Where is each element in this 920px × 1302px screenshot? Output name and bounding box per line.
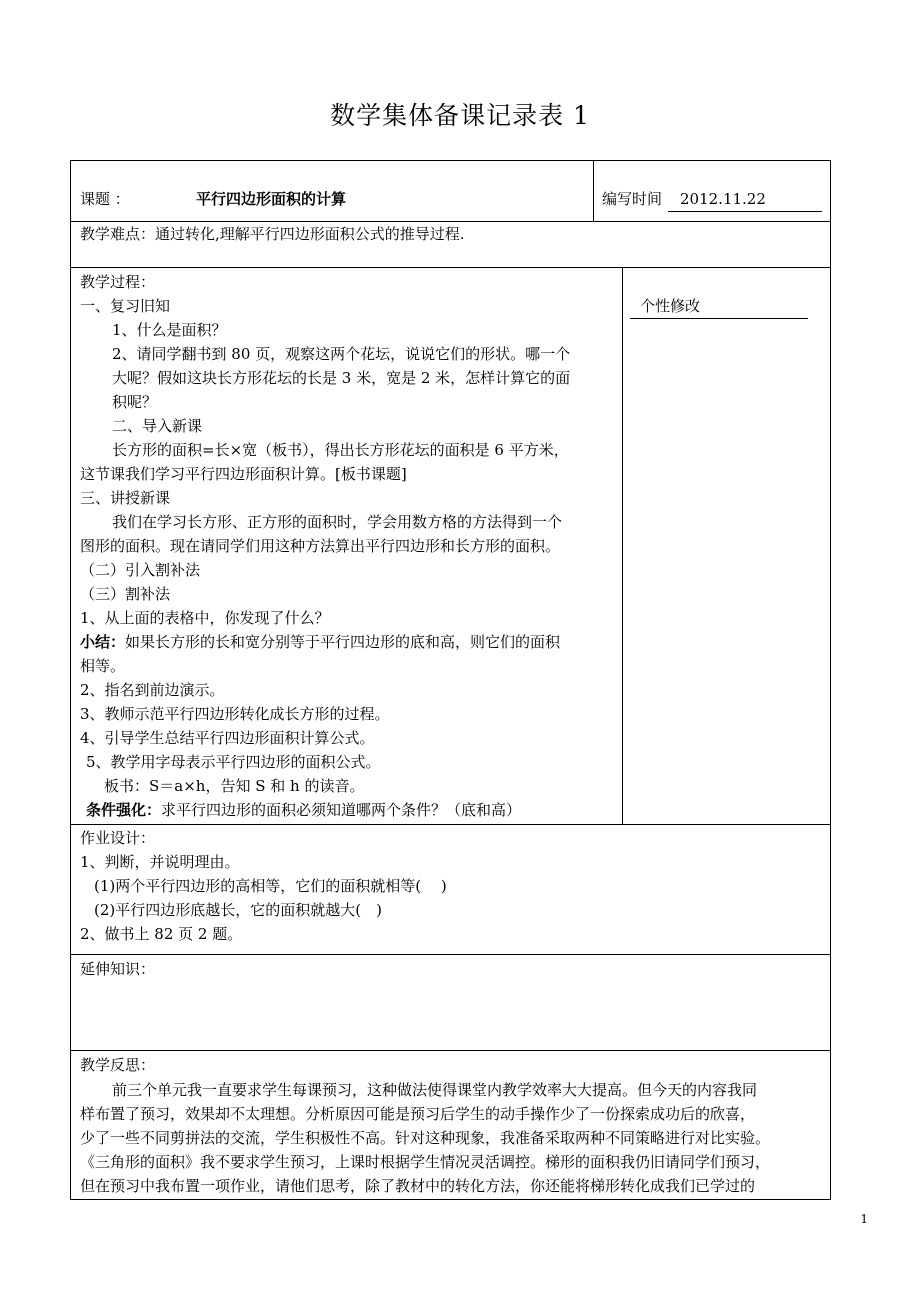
extension-heading: 延伸知识：	[80, 960, 156, 978]
summary-label: 小结：	[80, 633, 126, 651]
process-line: 长方形的面积=长×宽（板书），得出长方形花坛的面积是 6 平方米，	[112, 441, 569, 459]
process-line: 2、请同学翻书到 80 页，观察这两个花坛，说说它们的形状。哪一个	[112, 345, 571, 363]
column-divider	[622, 267, 623, 825]
process-line: 相等。	[80, 657, 126, 675]
page-number: 1	[860, 1212, 868, 1226]
process-line: 三、讲授新课	[80, 489, 171, 507]
reflection-line: 《三角形的面积》我不要求学生预习，上课时根据学生情况灵活调控。梯形的面积我仍旧请同学们预习，	[80, 1153, 771, 1171]
process-line: 图形的面积。现在请同学们用这种方法算出平行四边形和长方形的面积。	[80, 537, 561, 555]
row-divider	[70, 824, 831, 825]
process-line: （三）割补法	[80, 585, 171, 603]
date-label: 编写时间	[602, 190, 663, 208]
process-line: 积呢？	[112, 393, 158, 411]
side-note-field	[630, 294, 808, 319]
process-line: 二、导入新课	[112, 417, 203, 435]
process-line: 这节课我们学习平行四边形面积计算。[板书课题]	[80, 465, 407, 483]
side-note-label	[630, 294, 808, 319]
teaching-difficulty: 教学难点：通过转化,理解平行四边形面积公式的推导过程.	[80, 225, 465, 243]
date-field	[668, 187, 822, 212]
process-line	[86, 798, 521, 822]
process-line: （二）引入割补法	[80, 561, 201, 579]
process-line: 一、复习旧知	[80, 297, 171, 315]
row-divider	[70, 1050, 831, 1051]
reflection-line: 少了一些不同剪拼法的交流，学生积极性不高。针对这种现象，我准备采取两种不同策略进行对比实验。	[80, 1129, 771, 1147]
topic-label: 课题 ：	[80, 190, 130, 208]
side-note-text: 个性修改	[640, 297, 701, 315]
process-line: 3、教师示范平行四边形转化成长方形的过程。	[80, 705, 390, 723]
homework-line: (2)平行四边形底越长，它的面积就越大( )	[94, 901, 382, 919]
condition-text: 求平行四边形的面积必须知道哪两个条件？（底和高）	[161, 801, 522, 819]
column-divider	[593, 160, 594, 222]
process-line	[80, 630, 560, 654]
process-line: 大呢？假如这块长方形花坛的长是 3 米，宽是 2 米，怎样计算它的面	[112, 369, 571, 387]
date-value	[668, 187, 822, 212]
reflection-line: 前三个单元我一直要求学生每课预习，这种做法使得课堂内教学效率大大提高。但今天的内容我同	[112, 1081, 758, 1099]
reflection-line: 样布置了预习，效果却不太理想。分析原因可能是预习后学生的动手操作少了一份探索成功后的欣喜，	[80, 1105, 756, 1123]
topic-value: 平行四边形面积的计算	[196, 190, 347, 208]
process-line: 1、从上面的表格中，你发现了什么？	[80, 609, 330, 627]
process-line: 板书：S＝a×h，告知 S 和 h 的读音。	[104, 777, 365, 795]
homework-line: 2、做书上 82 页 2 题。	[80, 925, 243, 943]
process-line: 4、引导学生总结平行四边形面积计算公式。	[80, 729, 375, 747]
homework-heading: 作业设计：	[80, 829, 156, 847]
process-line: 5、教学用字母表示平行四边形的面积公式。	[86, 753, 381, 771]
condition-label: 条件强化：	[86, 801, 162, 819]
row-divider	[70, 954, 831, 955]
summary-text: 如果长方形的长和宽分别等于平行四边形的底和高，则它们的面积	[125, 633, 561, 651]
reflection-heading: 教学反思：	[80, 1056, 156, 1074]
row-divider	[70, 267, 831, 268]
reflection-line: 但在预习中我布置一项作业，请他们思考，除了教材中的转化方法，你还能将梯形转化成我们已学过的	[80, 1177, 756, 1195]
page-title: 数学集体备课记录表 1	[330, 101, 590, 130]
date-text: 2012.11.22	[680, 190, 766, 208]
process-heading: 教学过程：	[80, 273, 156, 291]
process-line: 1、什么是面积？	[112, 321, 227, 339]
process-line: 我们在学习长方形、正方形的面积时，学会用数方格的方法得到一个	[112, 513, 563, 531]
process-line: 2、指名到前边演示。	[80, 681, 225, 699]
homework-line: (1)两个平行四边形的高相等，它们的面积就相等( )	[94, 877, 447, 895]
homework-line: 1、判断，并说明理由。	[80, 853, 240, 871]
